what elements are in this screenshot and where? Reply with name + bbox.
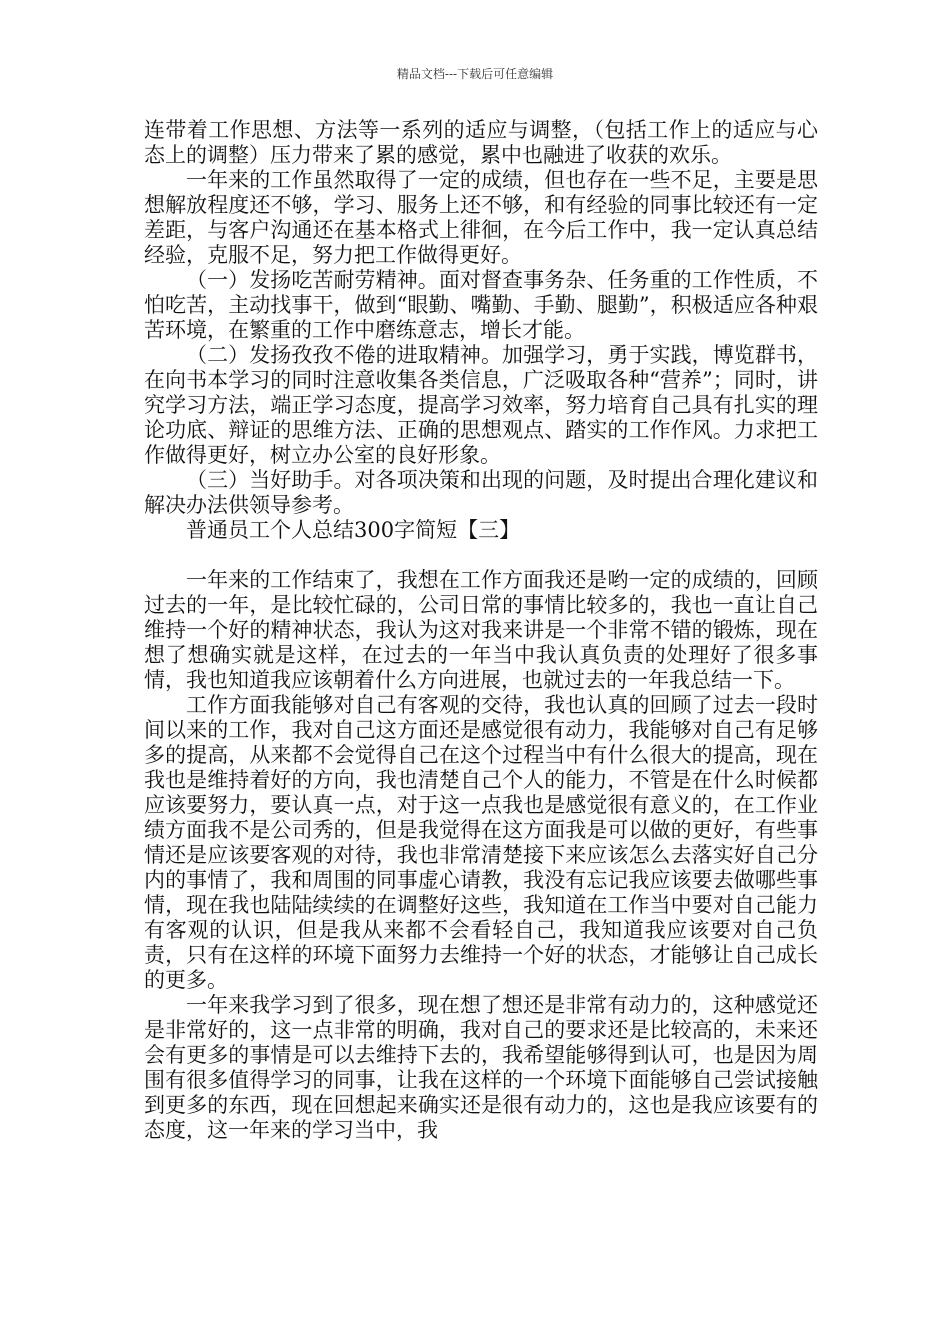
blank-line [144, 543, 818, 568]
paragraph-7: 工作方面我能够对自己有客观的交待，我也认真的回顾了过去一段时间以来的工作，我对自己这方面还是感觉很有动力，我能够对自己有足够多的提高，从来都不会觉得自己在这个过程当中有什么很大的提高，现在我也是维持着好的方向，我也清楚自己个人的能力，不管是在什么时候都应该要努力，要认真一点，对于这一点我也是感觉很有意义的，在工作业绩方面我不是公司秀的，但是我觉得在这方面我是可以做的更好，有些事情还是应该要客观的对待，我也非常清楚接下来应该怎么去落实好自己分内的事情了，我和周围的同事虚心请教，我没有忘记我应该要去做哪些事情，现在我也陆陆续续的在调整好这些，我知道在工作当中要对自己能力有客观的认识，但是我从来都不会看轻自己，我知道我应该要对自己负责，只有在这样的环境下面努力去维持一个好的状态，才能够让自己成长的更多。 [144, 693, 818, 992]
paragraph-5: （三）当好助手。对各项决策和出现的问题，及时提出合理化建议和解决办法供领导参考。 [144, 468, 818, 517]
paragraph-3: （一）发扬吃苦耐劳精神。面对督查事务杂、任务重的工作性质，不怕吃苦，主动找事干，做到“眼勤、嘴勤、手勤、腿勤”，积极适应各种艰苦环境，在繁重的工作中磨练意志，增长才能。 [144, 268, 818, 342]
page-header: 精品文档---下载后可任意编辑 [396, 67, 554, 81]
paragraph-8: 一年来我学习到了很多，现在想了想还是非常有动力的，这种感觉还是非常好的，这一点非常的明确，我对自己的要求还是比较高的，未来还会有更多的事情是可以去维持下去的，我希望能够得到认可，也是因为周围有很多值得学习的同事，让我在这样的一个环境下面能够自己尝试接触到更多的东西，现在回想起来确实还是很有动力的，这也是我应该要有的态度，这一年来的学习当中，我 [144, 993, 818, 1142]
section-title: 普通员工个人总结300字简短【三】 [186, 518, 521, 542]
paragraph-6: 一年来的工作结束了，我想在工作方面我还是哟一定的成绩的，回顾过去的一年，是比较忙碌的，公司日常的事情比较多的，我也一直让自己维持一个好的精神状态，我认为这对我来讲是一个非常不错的锻炼，现在想了想确实就是这样，在过去的一年当中我认真负责的处理好了很多事情，我也知道我应该朝着什么方向进展，也就过去的一年我总结一下。 [144, 568, 818, 692]
paragraph-1: 连带着工作思想、方法等一系列的适应与调整，（包括工作上的适应与心态上的调整）压力带来了累的感觉，累中也融进了收获的欢乐。 [144, 118, 818, 167]
document-body [144, 118, 818, 1143]
paragraph-4: （二）发扬孜孜不倦的进取精神。加强学习，勇于实践，博览群书，在向书本学习的同时注意收集各类信息，广泛吸取各种“营养”；同时，讲究学习方法，端正学习态度，提高学习效率，努力培育自己具有扎实的理论功底、辩证的思维方法、正确的思想观点、踏实的工作作风。力求把工作做得更好，树立办公室的良好形象。 [144, 343, 818, 467]
paragraph-2: 一年来的工作虽然取得了一定的成绩，但也存在一些不足，主要是思想解放程度还不够，学习、服务上还不够，和有经验的同事比较还有一定差距，与客户沟通还在基本格式上徘徊，在今后工作中，我一定认真总结经验，克服不足，努力把工作做得更好。 [144, 168, 818, 267]
